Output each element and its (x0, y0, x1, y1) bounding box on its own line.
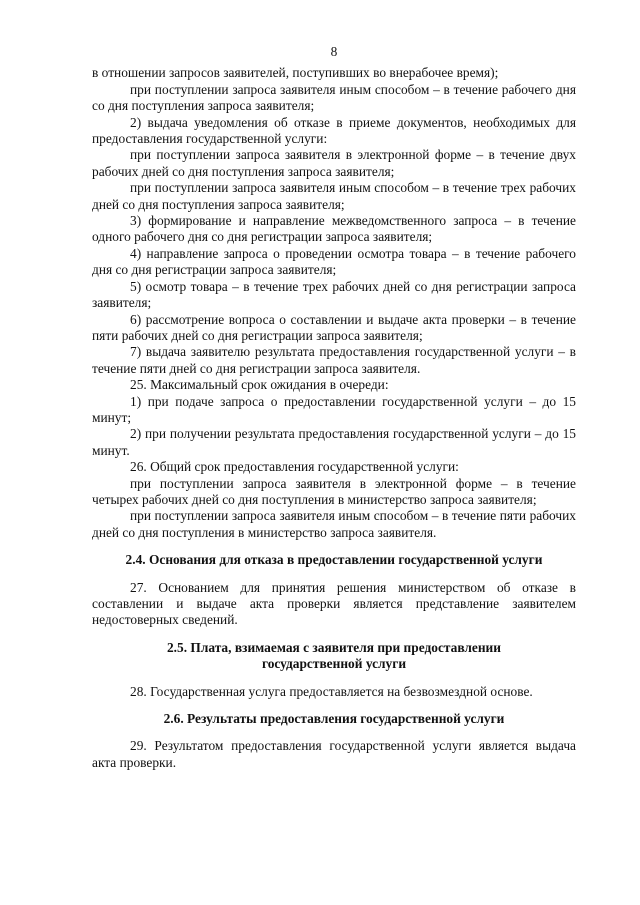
section-heading-2-4: 2.4. Основания для отказа в предоставлении государственной услуги (125, 552, 543, 568)
section-heading-2-5-line-1: 2.5. Плата, взимаемая с заявителя при предоставлении (166, 639, 501, 655)
paragraph-29-result: 29. Результатом предоставления государственной услуги является выдача акта проверки. (92, 738, 576, 770)
paragraph-other-method-one-day: при поступлении запроса заявителя иным способом – в течение рабочего дня со дня поступления запроса заявителя; (92, 81, 576, 114)
paragraph-electronic-four-days: при поступлении запроса заявителя в электронной форме – в течение четырех рабочих дней со дня поступления в министерство запроса заявителя; (92, 475, 576, 507)
paragraph-item-7-result-issuance: 7) выдача заявителю результата предоставления государственной услуги – в течение пяти дней со дня регистрации запроса заявителя. (92, 344, 576, 376)
paragraph-27-refusal-grounds: 27. Основанием для принятия решения министерством об отказе в составлении и выдаче акта проверки является представление заявителем недостоверных сведений. (92, 579, 576, 628)
section-heading-2-6: 2.6. Результаты предоставления государственной услуги (163, 711, 505, 727)
paragraph-queue-receipt: 2) при получении результата предоставления государственной услуги – до 15 минут. (92, 426, 576, 458)
paragraph-item-5-goods-inspection: 5) осмотр товара – в течение трех рабочих дней со дня регистрации запроса заявителя; (92, 278, 576, 311)
paragraph-queue-submission: 1) при подаче запроса о предоставлении государственной услуги – до 15 минут; (92, 393, 576, 425)
paragraph-25-queue-time: 25. Максимальный срок ожидания в очереди: (130, 377, 389, 393)
paragraph-28-free-of-charge: 28. Государственная услуга предоставляется на безвозмездной основе. (130, 683, 533, 699)
paragraph-26-total-term: 26. Общий срок предоставления государственной услуги: (130, 459, 459, 475)
paragraph-item-4-inspection-request: 4) направление запроса о проведении осмотра товара – в течение рабочего дня со дня регистрации запроса заявителя; (92, 245, 576, 278)
paragraph-item-3-interagency-request: 3) формирование и направление межведомственного запроса – в течение одного рабочего дня со дня регистрации запроса заявителя; (92, 213, 576, 245)
paragraph-other-method-three-days: при поступлении запроса заявителя иным способом – в течение трех рабочих дней со дня поступления запроса заявителя; (92, 180, 576, 212)
paragraph-continuation: в отношении запросов заявителей, поступивших во внерабочее время); (92, 65, 499, 81)
paragraph-item-6-act-review: 6) рассмотрение вопроса о составлении и выдаче акта проверки – в течение пяти рабочих дней со дня регистрации запроса заявителя; (92, 311, 576, 343)
paragraph-item-2-refusal-notice: 2) выдача уведомления об отказе в приеме документов, необходимых для предоставления государственной услуги: (92, 114, 576, 147)
paragraph-electronic-two-days: при поступлении запроса заявителя в электронной форме – в течение двух рабочих дней со дня поступления запроса заявителя; (92, 147, 576, 179)
page-number: 8 (330, 44, 338, 59)
section-heading-2-5-line-2: государственной услуги (261, 656, 407, 672)
paragraph-other-method-five-days: при поступлении запроса заявителя иным способом – в течение пяти рабочих дней со дня поступления в министерство запроса заявителя. (92, 508, 576, 540)
